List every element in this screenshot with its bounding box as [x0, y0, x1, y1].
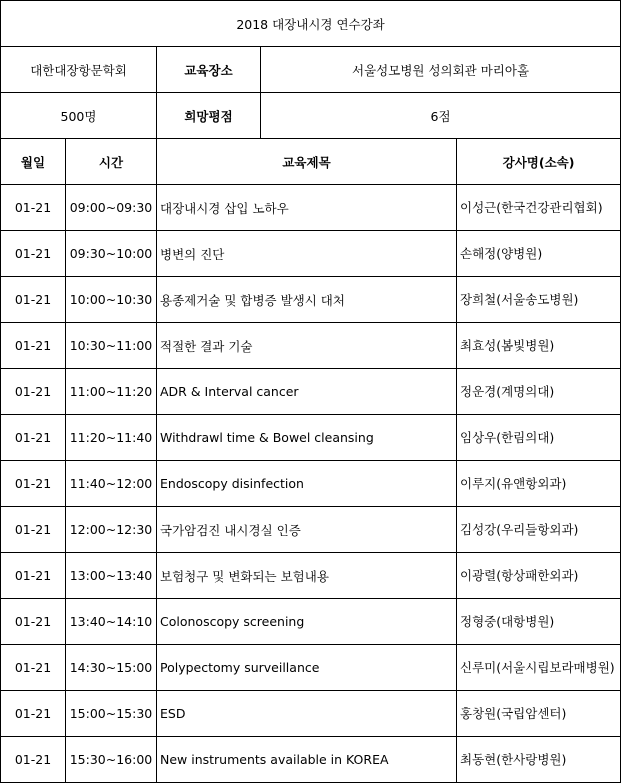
info-row-venue	[1, 47, 621, 93]
score-label: 희망평점	[157, 93, 261, 139]
header-date: 월일	[1, 139, 66, 185]
row-time: 11:00~11:20	[66, 369, 157, 415]
row-speaker: 이광렬(항상패한외과)	[457, 553, 621, 599]
row-date: 01-21	[1, 507, 66, 553]
capacity-cell: 500명	[1, 93, 157, 139]
row-speaker: 홍창원(국립암센터)	[457, 691, 621, 737]
row-topic: Colonoscopy screening	[157, 599, 457, 645]
row-speaker: 손해정(양병원)	[457, 231, 621, 277]
row-time: 09:30~10:00	[66, 231, 157, 277]
row-topic: Withdrawl time & Bowel cleansing	[157, 415, 457, 461]
table-row	[1, 599, 621, 645]
title-row	[1, 1, 621, 47]
schedule-body	[1, 185, 621, 783]
organizer-cell: 대한대장항문학회	[1, 47, 157, 93]
row-date: 01-21	[1, 415, 66, 461]
row-time: 10:00~10:30	[66, 277, 157, 323]
table-row	[1, 507, 621, 553]
row-date: 01-21	[1, 369, 66, 415]
row-speaker: 임상우(한림의대)	[457, 415, 621, 461]
row-speaker: 최동현(한사랑병원)	[457, 737, 621, 783]
header-time: 시간	[66, 139, 157, 185]
table-row	[1, 461, 621, 507]
row-date: 01-21	[1, 691, 66, 737]
row-date: 01-21	[1, 231, 66, 277]
row-date: 01-21	[1, 461, 66, 507]
row-time: 10:30~11:00	[66, 323, 157, 369]
row-topic: 적절한 결과 기술	[157, 323, 457, 369]
row-time: 11:40~12:00	[66, 461, 157, 507]
row-date: 01-21	[1, 277, 66, 323]
table-row	[1, 231, 621, 277]
row-time: 13:00~13:40	[66, 553, 157, 599]
row-topic: Polypectomy surveillance	[157, 645, 457, 691]
row-time: 12:00~12:30	[66, 507, 157, 553]
row-time: 15:30~16:00	[66, 737, 157, 783]
row-speaker: 신루미(서울시립보라매병원)	[457, 645, 621, 691]
info-row-score	[1, 93, 621, 139]
page-title: 2018 대장내시경 연수강좌	[1, 1, 621, 47]
table-row	[1, 737, 621, 783]
row-time: 11:20~11:40	[66, 415, 157, 461]
table-row	[1, 185, 621, 231]
row-topic: 대장내시경 삽입 노하우	[157, 185, 457, 231]
header-row	[1, 139, 621, 185]
table-row	[1, 645, 621, 691]
venue-value: 서울성모병원 성의회관 마리아홀	[261, 47, 621, 93]
row-date: 01-21	[1, 737, 66, 783]
row-topic: 보험청구 및 변화되는 보험내용	[157, 553, 457, 599]
row-topic: New instruments available in KOREA	[157, 737, 457, 783]
row-time: 13:40~14:10	[66, 599, 157, 645]
row-time: 14:30~15:00	[66, 645, 157, 691]
header-topic: 교육제목	[157, 139, 457, 185]
row-date: 01-21	[1, 323, 66, 369]
row-date: 01-21	[1, 185, 66, 231]
table-row	[1, 323, 621, 369]
row-speaker: 이루지(유앤항외과)	[457, 461, 621, 507]
row-topic: ESD	[157, 691, 457, 737]
table-row	[1, 277, 621, 323]
table-row	[1, 691, 621, 737]
table-row	[1, 553, 621, 599]
row-topic: ADR & Interval cancer	[157, 369, 457, 415]
row-topic: Endoscopy disinfection	[157, 461, 457, 507]
row-topic: 국가암검진 내시경실 인증	[157, 507, 457, 553]
table-row	[1, 369, 621, 415]
table-row	[1, 415, 621, 461]
row-date: 01-21	[1, 645, 66, 691]
score-value: 6점	[261, 93, 621, 139]
row-date: 01-21	[1, 553, 66, 599]
row-speaker: 정운경(계명의대)	[457, 369, 621, 415]
row-topic: 병변의 진단	[157, 231, 457, 277]
row-time: 15:00~15:30	[66, 691, 157, 737]
row-time: 09:00~09:30	[66, 185, 157, 231]
header-speaker: 강사명(소속)	[457, 139, 621, 185]
row-speaker: 장희철(서울송도병원)	[457, 277, 621, 323]
row-speaker: 정형중(대항병원)	[457, 599, 621, 645]
row-topic: 용종제거술 및 합병증 발생시 대처	[157, 277, 457, 323]
venue-label: 교육장소	[157, 47, 261, 93]
row-speaker: 김성강(우리들항외과)	[457, 507, 621, 553]
row-speaker: 이성근(한국건강관리협회)	[457, 185, 621, 231]
row-speaker: 최효성(봄빛병원)	[457, 323, 621, 369]
row-date: 01-21	[1, 599, 66, 645]
